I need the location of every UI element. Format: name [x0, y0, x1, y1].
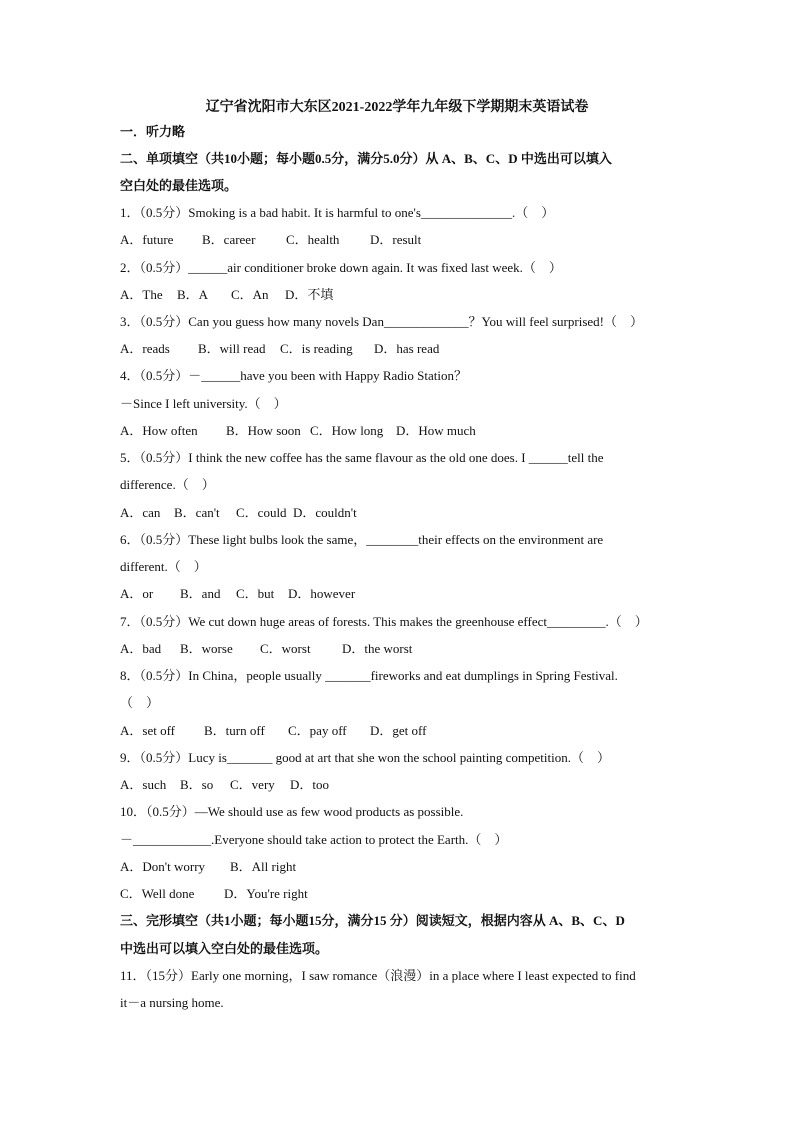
- question-10-stem-cont: －____________.Everyone should take action to protect the Earth.（ ）: [120, 832, 508, 847]
- option-b: B．so: [180, 777, 214, 792]
- option-d: D．has read: [374, 341, 440, 356]
- option-d: D．too: [290, 777, 330, 792]
- option-d: D．result: [370, 232, 422, 247]
- option-a: A．Don't worry: [120, 859, 206, 874]
- option-a: A．reads: [120, 341, 170, 356]
- section-2-heading: 二、单项填空（共10小题；每小题0.5分，满分5.0分）从 A、B、C、D 中选出可以填入: [120, 151, 612, 166]
- option-c: C．is reading: [280, 341, 353, 356]
- option-d: D．couldn't: [293, 505, 357, 520]
- question-8-stem: 8．（0.5分）In China，people usually _______fireworks and eat dumplings in Spring Festival.: [120, 668, 618, 683]
- option-a: A．set off: [120, 723, 176, 738]
- option-a: A．How often: [120, 423, 198, 438]
- question-6-options: [120, 585, 680, 603]
- question-8-stem-cont: （ ）: [120, 695, 160, 710]
- question-7-options: [120, 640, 680, 658]
- page-title: 辽宁省沈阳市大东区2021-2022学年九年级下学期期末英语试卷: [205, 100, 589, 115]
- option-c: C．very: [230, 777, 275, 792]
- question-3-options: [120, 340, 680, 358]
- question-5-stem-cont: difference.（ ）: [120, 477, 215, 492]
- option-a: A．can: [120, 505, 161, 520]
- section-1-heading: 一．听力略: [120, 124, 186, 139]
- question-6-stem: 6．（0.5分）These light bulbs look the same，________their effects on the environment are: [120, 532, 604, 547]
- question-10-options-row2: [120, 885, 680, 903]
- option-c: C．health: [286, 232, 340, 247]
- option-b: B．worse: [180, 641, 233, 656]
- question-2-options: [120, 286, 680, 304]
- section-3-heading: 三、完形填空（共1小题；每小题15分，满分15 分）阅读短文，根据内容从 A、B、C、D: [120, 913, 625, 928]
- option-d: D．How much: [396, 423, 476, 438]
- question-9-options: [120, 776, 680, 794]
- option-b: B．and: [180, 586, 221, 601]
- question-10-options-row1: [120, 858, 680, 876]
- option-a: A．The: [120, 287, 163, 302]
- option-b: B．career: [202, 232, 256, 247]
- question-3-stem: 3．（0.5分）Can you guess how many novels Dan_____________？You will feel surprised!（ ）: [120, 314, 643, 329]
- option-d: D．the worst: [342, 641, 413, 656]
- question-2-stem: 2．（0.5分）______air conditioner broke down again. It was fixed last week.（ ）: [120, 260, 562, 275]
- question-10-stem: 10．（0.5分）—We should use as few wood products as possible.: [120, 804, 464, 819]
- question-11-stem: 11．（15分）Early one morning，I saw romance（浪漫）in a place where I least expected to find: [120, 968, 636, 983]
- question-9-stem: 9．（0.5分）Lucy is_______ good at art that she won the school painting competition.（ ）: [120, 750, 610, 765]
- section-3-heading-cont: 中选出可以填入空白处的最佳选项。: [120, 941, 329, 956]
- option-c: C．could: [236, 505, 287, 520]
- question-8-options: [120, 722, 680, 740]
- question-1-options: [120, 231, 680, 249]
- option-a: A．bad: [120, 641, 162, 656]
- option-c: C．pay off: [288, 723, 347, 738]
- option-d: D．You're right: [224, 886, 308, 901]
- question-5-stem: 5．（0.5分）I think the new coffee has the same flavour as the old one does. I ______tell the: [120, 450, 604, 465]
- option-c: C．Well done: [120, 886, 195, 901]
- section-2-heading-cont: 空白处的最佳选项。: [120, 178, 238, 193]
- option-d: D．不填: [285, 287, 334, 302]
- question-7-stem: 7．（0.5分）We cut down huge areas of forests. This makes the greenhouse effect_________.（ ）: [120, 614, 648, 629]
- option-b: B．How soon: [226, 423, 301, 438]
- question-6-stem-cont: different.（ ）: [120, 559, 207, 574]
- option-a: A．or: [120, 586, 154, 601]
- option-a: A．such: [120, 777, 167, 792]
- question-5-options: [120, 504, 680, 522]
- option-d: D．get off: [370, 723, 427, 738]
- option-a: A．future: [120, 232, 174, 247]
- question-11-stem-cont: it－a nursing home.: [120, 995, 224, 1010]
- option-d: D．however: [288, 586, 356, 601]
- question-1-stem: 1．（0.5分）Smoking is a bad habit. It is harmful to one's______________.（ ）: [120, 205, 555, 220]
- option-c: C．How long: [310, 423, 384, 438]
- option-c: C．An: [231, 287, 269, 302]
- option-b: B．All right: [230, 859, 297, 874]
- option-b: B．can't: [174, 505, 220, 520]
- option-b: B．will read: [198, 341, 266, 356]
- question-4-stem: 4．（0.5分）－______have you been with Happy Radio Station？: [120, 368, 467, 383]
- question-4-options: [120, 422, 680, 440]
- option-b: B．turn off: [204, 723, 265, 738]
- option-b: B．A: [177, 287, 209, 302]
- question-4-stem-cont: －Since I left university.（ ）: [120, 396, 287, 411]
- option-c: C．but: [236, 586, 275, 601]
- option-c: C．worst: [260, 641, 311, 656]
